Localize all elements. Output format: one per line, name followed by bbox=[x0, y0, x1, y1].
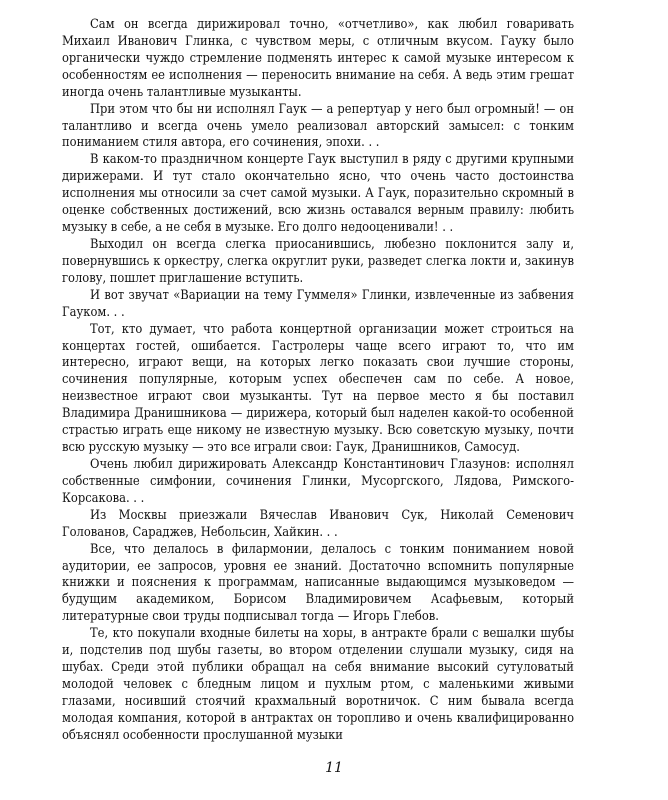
paragraph-8: Из Москвы приезжали Вячеслав Иванович Сук, Николай Семенович Голованов, Сараджев, Небольсин, Хайкин. . . bbox=[62, 507, 574, 540]
paragraph-7: Очень любил дирижировать Александр Константинович Глазунов: исполнял собственные симфонии, сочинения Глинки, Мусоргского, Лядова, Римского-Корсакова. . . bbox=[62, 456, 574, 506]
paragraph-1: Сам он всегда дирижировал точно, «отчетливо», как любил говаривать Михаил Иванович Глинка, с чувством меры, с отличным вкусом. Гауку было органически чуждо стремление подменять интерес к самой музыке интересом к особенностям ее исполнения — переносить внимание на себя. А ведь этим грешат иногда очень талантливые музыканты. bbox=[62, 17, 574, 100]
paragraph-6: Тот, кто думает, что работа концертной организации может строиться на концертах гостей, ошибается. Гастролеры чаще всего играют то, что им интересно, играют вещи, на которых легко показать свои лучшие стороны, сочинения популярные, которым успех обеспечен сам по себе. А новое, неизвестное играют свои музыканты. Тут на первое место я бы поставил Владимира Дранишникова — дирижера, который был наделен какой-то особенной страстью играть еще никому не известную музыку. Всю советскую музыку, почти всю русскую музыку — это все играли свои: Гаук, Дранишников, Самосуд. bbox=[62, 321, 574, 456]
page-number: 11 bbox=[325, 760, 343, 776]
paragraph-2: При этом что бы ни исполнял Гаук — а репертуар у него был огромный! — он талантливо и всегда очень умело реализовал авторский замысел: с тонким пониманием стиля автора, его сочинения, эпохи. . . bbox=[62, 101, 574, 151]
text-column bbox=[62, 17, 574, 745]
paragraph-10: Те, кто покупали входные билеты на хоры, в антракте брали с вешалки шубы и, подстелив под шубы газеты, во втором отделении слушали музыку, сидя на шубах. Среди этой публики обращал на себя внимание высокий сутуловатый молодой человек с бледным лицом и пухлым ртом, с маленькими живыми глазами, носивший стоячий крахмальный воротничок. С ним бывала всегда молодая компания, которой в антрактах он торопливо и очень квалифицированно объяснял особенности прослушанной музыки bbox=[62, 626, 574, 743]
paragraph-5: И вот звучат «Вариации на тему Гуммеля» Глинки, извлеченные из забвения Гауком. . . bbox=[62, 287, 574, 320]
paragraph-3: В каком-то праздничном концерте Гаук выступил в ряду с другими крупными дирижерами. И тут стало окончательно ясно, что очень часто достоинства исполнения мы относили за счет самой музыки. А Гаук, поразительно скромный в оценке собственных достижений, всю жизнь оставался верным правилу: любить музыку в себе, а не себя в музыке. Его долго недооценивали! . . bbox=[62, 152, 574, 236]
paragraph-9: Все, что делалось в филармонии, делалось с тонким пониманием новой аудитории, ее запросов, уровня ее знаний. Достаточно вспомнить популярные книжки и пояснения к программам, написанные выдающимся музыковедом — будущим академиком, Борисом Владимировичем Асафьевым, который литературные свои труды подписывал тогда — Игорь Глебов. bbox=[62, 541, 574, 625]
paragraph-4: Выходил он всегда слегка приосанившись, любезно поклонится залу и, повернувшись к оркестру, слегка округлит руки, разведет слегка локти и, закинув голову, пошлет приглашение вступить. bbox=[62, 236, 574, 286]
